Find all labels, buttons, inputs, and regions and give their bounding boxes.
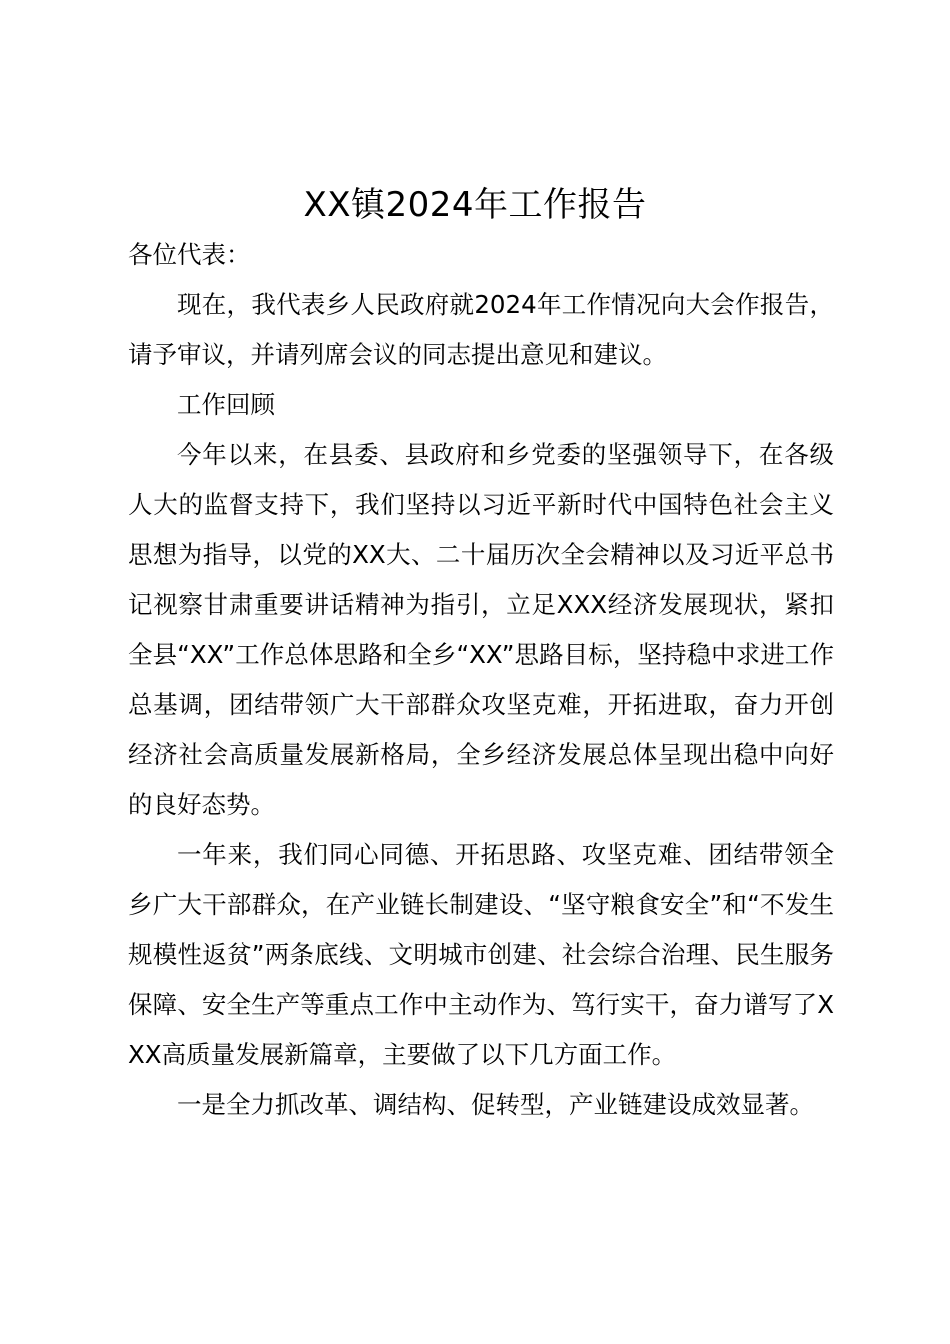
section-heading-work-review: 工作回顾 <box>177 390 275 419</box>
document-body <box>128 230 834 1130</box>
paragraph-year-summary: 一年来，我们同心同德、开拓思路、攻坚克难、团结带领全乡广大干部群众，在产业链长制建设、“坚守粮食安全”和“不发生规模性返贫”两条底线、文明城市创建、社会综合治理、民生服务保障、安全生产等重点工作中主动作为、笃行实干，奋力谱写了XXX高质量发展新篇章，主要做了以下几方面工作。 <box>128 840 834 1069</box>
document-title: XX镇2024年工作报告 <box>303 185 647 225</box>
paragraph-intro: 现在，我代表乡人民政府就2024年工作情况向大会作报告，请予审议，并请列席会议的同志提出意见和建议。 <box>128 290 834 369</box>
paragraph-overview: 今年以来，在县委、县政府和乡党委的坚强领导下，在各级人大的监督支持下，我们坚持以习近平新时代中国特色社会主义思想为指导，以党的XX大、二十届历次全会精神以及习近平总书记视察甘肃重要讲话精神为指引，立足XXX经济发展现状，紧扣全县“XX”工作总体思路和全乡“XX”思路目标，坚持稳中求进工作总基调，团结带领广大干部群众攻坚克难，开拓进取，奋力开创经济社会高质量发展新格局，全乡经济发展总体呈现出稳中向好的良好态势。 <box>128 440 834 819</box>
paragraph-point-one: 一是全力抓改革、调结构、促转型，产业链建设成效显著。 <box>177 1090 814 1119</box>
salutation: 各位代表： <box>128 240 251 269</box>
